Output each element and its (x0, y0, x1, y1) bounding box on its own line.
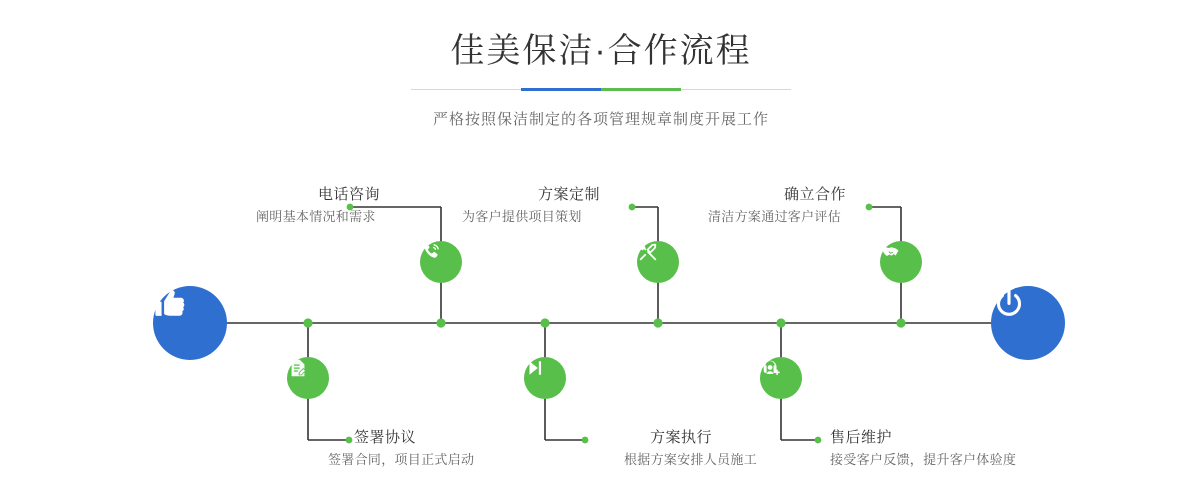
step-desc-3: 为客户提供项目策划 (462, 209, 582, 224)
step-label-4 (624, 428, 757, 470)
step-label-1 (256, 185, 380, 227)
step-title-5: 确立合作 (784, 186, 847, 203)
step-node-2[interactable] (287, 357, 329, 399)
step-label-3 (462, 185, 600, 227)
step-node-4[interactable] (524, 357, 566, 399)
step-title-3: 方案定制 (538, 186, 601, 203)
step-label-6 (830, 428, 1016, 470)
page-subtitle: 严格按照保洁制定的各项管理规章制度开展工作 (432, 111, 769, 128)
step-title-6: 售后维护 (830, 429, 893, 446)
step-node-3[interactable] (637, 241, 679, 283)
step-title-4: 方案执行 (650, 429, 713, 446)
step-desc-5: 清洁方案通过客户评估 (708, 209, 842, 224)
page-title: 佳美保洁·合作流程 (450, 32, 752, 70)
step-title-1: 电话咨询 (318, 186, 381, 203)
step-label-2 (328, 428, 474, 470)
step-desc-2: 签署合同，项目正式启动 (328, 452, 475, 467)
step-title-2: 签署协议 (354, 429, 417, 446)
step-desc-4: 根据方案安排人员施工 (624, 452, 758, 467)
step-node-1[interactable] (420, 241, 462, 283)
step-desc-6: 接受客户反馈，提升客户体验度 (830, 452, 1017, 467)
step-node-5[interactable] (880, 241, 922, 283)
flow-start-badge (153, 286, 227, 360)
step-desc-1: 阐明基本情况和需求 (256, 209, 376, 224)
step-node-6[interactable] (760, 357, 802, 399)
flow-end-badge (991, 286, 1065, 360)
step-label-5 (708, 185, 846, 227)
